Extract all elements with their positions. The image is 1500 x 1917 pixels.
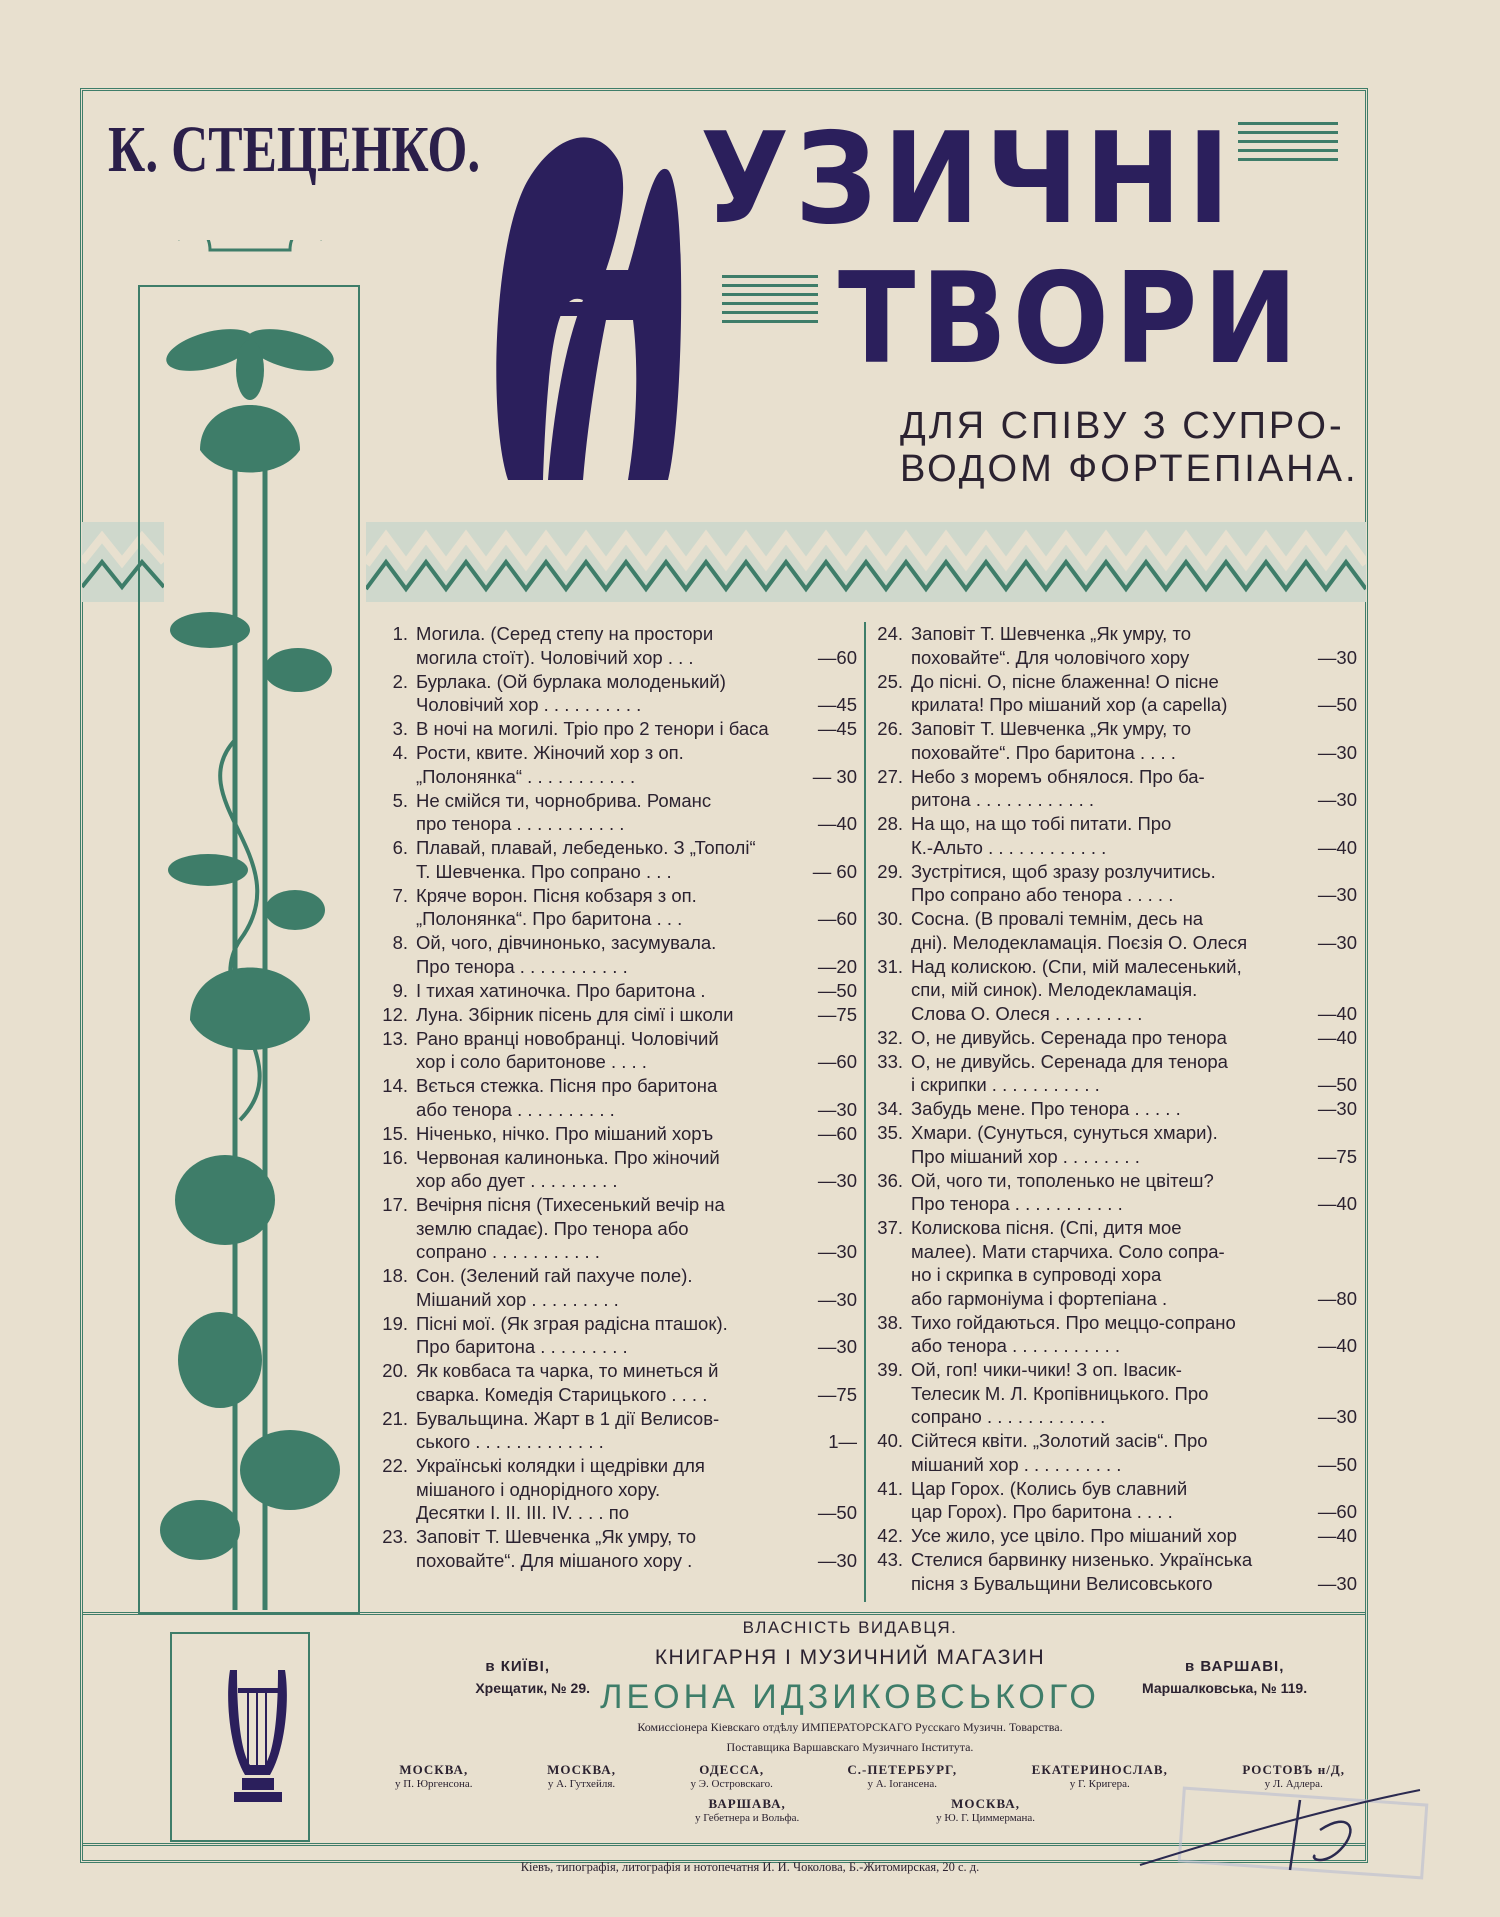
toc-title-line: Бурлака. (Ой бурлака молоденький) (416, 670, 726, 692)
toc-entry (377, 670, 857, 717)
toc-entry (377, 1074, 857, 1121)
toc-title-line: Над колискою. (Спи, мій малесенький, (911, 955, 1242, 977)
toc-price: —40 (1317, 836, 1357, 858)
toc-title-line: ритона . . . . . . . . . . . . (911, 789, 1095, 810)
toc-entry (377, 1359, 857, 1406)
toc-number: 38. (877, 1311, 903, 1333)
toc-number: 29. (877, 860, 903, 882)
agent-entry (936, 1796, 1035, 1824)
toc-number: 23. (382, 1526, 408, 1547)
toc-number: 4. (392, 742, 408, 763)
agent-name: у А. Гутхейля. (547, 1778, 616, 1790)
toc-title-line: Заповіт Т. Шевченка „Як умру, то (911, 623, 1191, 644)
toc-number: 20. (382, 1360, 408, 1381)
toc-number: 8. (392, 932, 408, 953)
toc-title-line: Небо з моремъ обнялося. Про ба- (911, 765, 1205, 787)
toc-title-line: Не смійся ти, чорнобрива. Романс (416, 789, 712, 811)
toc-entry (872, 622, 1357, 669)
toc-price: —60 (1317, 1501, 1357, 1522)
toc-entry (872, 1548, 1357, 1595)
toc-price: —80 (1317, 1287, 1357, 1309)
toc-price: —30 (1317, 741, 1357, 763)
toc-price: —30 (817, 1170, 857, 1191)
lyre-icon (220, 1660, 295, 1810)
toc-number: 3. (392, 718, 408, 739)
agent-city: МОСКВА, (951, 1796, 1020, 1811)
agent-name: у П. Юргенсона. (395, 1778, 473, 1790)
toc-title-line: Цар Горох. (Колись був славний (911, 1477, 1188, 1499)
toc-title-line: Колискова пісня. (Спі, дитя мое (911, 1217, 1182, 1238)
toc-entry (872, 670, 1357, 717)
toc-price: —30 (817, 1241, 857, 1262)
toc-title-line: Десятки І. ІІ. ІІІ. IV. . . . по (416, 1502, 630, 1523)
toc-price: —30 (1317, 1098, 1357, 1119)
toc-title-line: про тенора . . . . . . . . . . . (416, 813, 625, 834)
agent-city: МОСКВА, (547, 1762, 616, 1777)
floral-ornament (140, 240, 360, 1630)
agent-entry (691, 1762, 773, 1790)
toc-number: 35. (877, 1122, 903, 1143)
toc-number: 17. (382, 1194, 408, 1215)
publisher-name: ЛЕОНА ИДЗИКОВСЬКОГО (600, 1678, 1100, 1716)
toc-price: —60 (817, 908, 857, 929)
toc-number: 16. (382, 1146, 408, 1168)
toc-title-line: Бувальщина. Жарт в 1 дії Велисов- (416, 1407, 720, 1429)
toc-title-line: малее). Мати старчиха. Соло сопра- (911, 1240, 1225, 1262)
toc-number: 43. (877, 1549, 903, 1570)
toc-entry (377, 1027, 857, 1074)
toc-title-line: На що, на що тобі питати. Про (911, 813, 1172, 834)
shop-label: КНИГАРНЯ І МУЗИЧНИЙ МАГАЗИН (654, 1646, 1046, 1669)
toc-title-line: В ночі на могилі. Тріо про 2 тенори і баса (416, 718, 769, 739)
toc-title-line: або тенора . . . . . . . . . . (416, 1098, 615, 1120)
toc-entry (377, 1454, 857, 1525)
toc-title-line: До пісні. О, пісне блаженна! О пісне (911, 670, 1219, 692)
toc-title-line: хор або дует . . . . . . . . . (416, 1170, 618, 1191)
toc-number: 41. (877, 1477, 903, 1499)
toc-number: 32. (877, 1026, 903, 1048)
toc-title-line: спи, мій синок). Мелодекламація. (911, 979, 1198, 1000)
toc-title-line: ського . . . . . . . . . . . . . (416, 1431, 604, 1452)
printer-imprint: Кіевъ, типографія, литографія и нотопечатня И. И. Чоколова, Б.-Житомирская, 20 с. д. (520, 1860, 980, 1874)
toc-price: —50 (1317, 694, 1357, 715)
toc-entry (377, 717, 857, 741)
agent-name: у Ю. Г. Циммермана. (936, 1812, 1035, 1824)
zigzag-band-right (366, 522, 1366, 602)
toc-price: —30 (1317, 884, 1357, 905)
toc-entry (377, 836, 857, 883)
toc-price: —20 (817, 955, 857, 977)
toc-title-line: Ніченько, нічко. Про мішаний хоръ (416, 1122, 714, 1144)
agent-entry (547, 1762, 616, 1790)
warsaw-address: Маршалковська, № 119. (1142, 1680, 1308, 1696)
toc-entry (872, 1216, 1357, 1310)
kyiv-city: в КИЇВІ, (485, 1658, 550, 1675)
toc-number: 5. (392, 789, 408, 811)
toc-title-line: О, не дивуйсь. Серенада про тенора (911, 1026, 1227, 1048)
toc-title-line: Сосна. (В провалі темнім, десь на (911, 908, 1204, 929)
toc-title-line: сопрано . . . . . . . . . . . . (911, 1406, 1106, 1427)
toc-number: 9. (392, 979, 408, 1001)
handwritten-signature (1120, 1770, 1440, 1880)
toc-price: —30 (817, 1288, 857, 1310)
agent-entry (847, 1762, 957, 1790)
toc-price: —40 (1317, 1002, 1357, 1024)
toc-title-line: або тенора . . . . . . . . . . . (911, 1335, 1121, 1356)
toc-number: 18. (382, 1265, 408, 1286)
agent-name: у Гебетнера и Вольфа. (695, 1812, 800, 1824)
agent-city: ВАРШАВА, (708, 1796, 786, 1811)
toc-entry (872, 1169, 1357, 1216)
toc-number: 24. (877, 623, 903, 644)
leaf-icons (160, 612, 340, 1560)
toc-entry (377, 741, 857, 788)
toc-entry (872, 1311, 1357, 1358)
toc-title-line: хор і соло баритонове . . . . (416, 1051, 647, 1072)
toc-title-line: Стелися барвинку низенько. Українська (911, 1549, 1253, 1570)
toc-title-line: дні). Мелодекламація. Поєзія О. Олеся (911, 931, 1248, 953)
toc-entry (377, 622, 857, 669)
toc-entry (377, 1193, 857, 1264)
agent-name: у А. Іогансена. (867, 1778, 938, 1790)
toc-title-line: Мішаний хор . . . . . . . . . (416, 1288, 619, 1310)
toc-price: —30 (1317, 931, 1357, 953)
toc-price: —50 (1317, 1453, 1357, 1475)
toc-entry (872, 907, 1357, 954)
toc-entry (872, 1050, 1357, 1097)
toc-price: 1— (828, 1431, 857, 1452)
toc-title-line: Про баритона . . . . . . . . . (416, 1336, 628, 1357)
agent-city: С.-ПЕТЕРБУРГ, (847, 1762, 958, 1777)
toc-price: —60 (817, 1051, 857, 1072)
toc-title-line: Вечірня пісня (Тихесенький вечір на (416, 1194, 725, 1215)
ownership-note: ВЛАСНІСТЬ ВИДАВЦЯ. (742, 1618, 958, 1637)
agent-city: ОДЕССА, (699, 1762, 765, 1777)
author-name: К. СТЕЦЕНКО. (108, 113, 481, 186)
toc-number: 37. (877, 1217, 903, 1238)
toc-title-line: землю спадає). Про тенора або (416, 1217, 689, 1239)
toc-title-line: цар Горох). Про баритона . . . . (911, 1501, 1173, 1522)
toc-title-line: Слова О. Олеся . . . . . . . . . (911, 1002, 1143, 1024)
toc-title-line: Усе жило, усе цвіло. Про мішаний хор (911, 1525, 1237, 1546)
toc-price: — 60 (812, 860, 857, 882)
toc-title-line: крилата! Про мішаний хор (a capella) (911, 694, 1228, 715)
toc-title-line: Червоная калинонька. Про жіночий (416, 1146, 720, 1168)
toc-entry (872, 955, 1357, 1026)
toc-number: 30. (877, 908, 903, 929)
toc-title-line: Рано вранці новобранці. Чоловічий (416, 1027, 719, 1049)
toc-number: 33. (877, 1050, 903, 1072)
toc-entry (872, 1026, 1357, 1050)
agent-name: у Л. Адлера. (1264, 1778, 1323, 1790)
toc-title-line: Телесик М. Л. Кропівницького. Про (911, 1382, 1209, 1404)
toc-title-line: Сон. (Зелений гай пахуче поле). (416, 1265, 693, 1286)
toc-title-line: Сійтеся квіти. „Золотий засів“. Про (911, 1430, 1208, 1451)
toc-price: —75 (817, 1383, 857, 1405)
toc-title-line: Луна. Збірник пісень для сімї і школи (416, 1003, 734, 1025)
toc-entry (872, 765, 1357, 812)
toc-title-line: і скрипки . . . . . . . . . . . (911, 1074, 1100, 1095)
toc-entry (872, 1097, 1357, 1121)
toc-title-line: О, не дивуйсь. Серенада для тенора (911, 1050, 1228, 1072)
toc-price: —50 (817, 1502, 857, 1523)
toc-price: — 30 (812, 765, 857, 787)
toc-entry (377, 1312, 857, 1359)
toc-entry (872, 1358, 1357, 1429)
title-line-1: УЗИЧНІ (700, 105, 1236, 252)
toc-price: —40 (1317, 1335, 1357, 1356)
agent-city: ЕКАТЕРИНОСЛАВ, (1031, 1762, 1168, 1777)
toc-title-line: могила стоїт). Чоловічий хор . . . (416, 646, 694, 668)
toc-entry (872, 1429, 1357, 1476)
toc-title-line: Т. Шевченка. Про сопрано . . . (416, 860, 672, 882)
toc-entry (377, 1525, 857, 1572)
toc-title-line: І тихая хатиночка. Про баритона . (416, 979, 706, 1001)
toc-title-line: Про тенора . . . . . . . . . . . (911, 1193, 1123, 1214)
toc-price: —40 (1317, 1026, 1357, 1048)
toc-entry (872, 1121, 1357, 1168)
toc-price: —45 (817, 718, 857, 739)
publisher-supplier: Поставщика Варшавскаго Музичнаго Інститута. (726, 1740, 974, 1754)
agent-city: РОСТОВЪ н/Д, (1242, 1762, 1345, 1777)
toc-price: —30 (1317, 1572, 1357, 1594)
toc-title-line: но і скрипка в супроводі хора (911, 1264, 1162, 1285)
toc-number: 42. (877, 1525, 903, 1546)
toc-number: 31. (877, 955, 903, 977)
decorative-rules-left (722, 275, 818, 329)
insect-icon (162, 321, 338, 400)
toc-title-line: Вється стежка. Пісня про баритона (416, 1075, 718, 1096)
toc-title-line: поховайте“. Про баритона . . . . (911, 741, 1176, 763)
toc-title-line: Як ковбаса та чарка, то минеться й (416, 1360, 719, 1381)
toc-title-line: сопрано . . . . . . . . . . . (416, 1241, 600, 1262)
toc-price: —30 (817, 1336, 857, 1357)
toc-price: —75 (817, 1003, 857, 1025)
toc-number: 40. (877, 1430, 903, 1451)
toc-title-line: „Полонянка“. Про баритона . . . (416, 908, 683, 929)
contents-list-left (377, 622, 857, 1573)
toc-price: —60 (817, 1122, 857, 1144)
kyiv-address: Хрещатик, № 29. (475, 1680, 590, 1696)
publisher-commission: Комиссіонера Кіевскаго отдѣлу ИМПЕРАТОРСКАГО Русскаго Музичн. Товарства. (637, 1720, 1063, 1734)
toc-entry (377, 1003, 857, 1027)
subtitle-line-2: ВОДОМ ФОРТЕПІАНА. (900, 448, 1359, 490)
contents-list-right (872, 622, 1357, 1596)
warsaw-city: в ВАРШАВІ, (1185, 1658, 1285, 1675)
toc-price: —30 (1317, 646, 1357, 668)
toc-number: 15. (382, 1122, 408, 1144)
toc-price: —40 (817, 813, 857, 834)
toc-number: 14. (382, 1075, 408, 1096)
subtitle-line-1: ДЛЯ СПІВУ З СУПРО- (900, 405, 1345, 447)
toc-number: 25. (877, 670, 903, 692)
toc-price: —75 (1317, 1145, 1357, 1167)
toc-price: —40 (1317, 1193, 1357, 1214)
toc-number: 19. (382, 1312, 408, 1334)
toc-title-line: Хмари. (Сунуться, сунуться хмари). (911, 1122, 1218, 1143)
toc-number: 22. (382, 1455, 408, 1476)
toc-title-line: або гармоніума і фортепіана . (911, 1287, 1168, 1309)
agents-row-2 (695, 1796, 1035, 1824)
toc-title-line: Про сопрано або тенора . . . . . (911, 884, 1174, 905)
toc-entry (872, 1524, 1357, 1548)
toc-title-line: К.-Альто . . . . . . . . . . . . (911, 836, 1107, 858)
toc-title-line: Чоловічий хор . . . . . . . . . . (416, 694, 642, 715)
toc-title-line: поховайте“. Для чоловічого хору (911, 646, 1190, 668)
toc-title-line: „Полонянка“ . . . . . . . . . . . (416, 765, 636, 787)
toc-number: 26. (877, 718, 903, 739)
toc-number: 34. (877, 1098, 903, 1119)
toc-title-line: Заповіт Т. Шевченка „Як умру, то (911, 718, 1191, 739)
toc-number: 27. (877, 765, 903, 787)
toc-number: 39. (877, 1359, 903, 1380)
toc-price: —40 (1317, 1525, 1357, 1546)
toc-title-line: мішаного і однорідного хору. (416, 1478, 661, 1500)
agent-name: у Э. Островскаго. (690, 1778, 773, 1790)
toc-title-line: Ой, чого ти, тополенько не цвітеш? (911, 1169, 1214, 1191)
divider-line (82, 1612, 1366, 1615)
toc-price: —30 (817, 1549, 857, 1571)
toc-entry (872, 860, 1357, 907)
toc-title-line: Забудь мене. Про тенора . . . . . (911, 1098, 1181, 1119)
toc-title-line: Ой, гоп! чики-чики! З оп. Івасик- (911, 1359, 1182, 1380)
toc-entry (377, 1264, 857, 1311)
toc-entry (377, 1407, 857, 1454)
toc-number: 2. (392, 670, 408, 692)
toc-entry (377, 789, 857, 836)
toc-title-line: Пісні мої. (Як зграя радісна пташок). (416, 1312, 728, 1334)
toc-title-line: Могила. (Серед степу на простори (416, 623, 714, 644)
toc-number: 7. (392, 884, 408, 906)
title-line-2: ТВОРИ (838, 245, 1304, 392)
decorative-initial-m (488, 120, 683, 490)
toc-title-line: сварка. Комедія Старицького . . . . (416, 1383, 708, 1405)
toc-entry (377, 1146, 857, 1193)
agent-name: у Г. Кригера. (1069, 1778, 1130, 1790)
toc-title-line: Тихо гойдаються. Про меццо-сопрано (911, 1311, 1236, 1333)
toc-title-line: Плавай, плавай, лебеденько. З „Тополі“ (416, 837, 756, 858)
toc-title-line: Українські колядки і щедрівки для (416, 1455, 705, 1476)
toc-price: —45 (817, 694, 857, 715)
toc-number: 28. (877, 813, 903, 834)
toc-entry (377, 931, 857, 978)
agent-entry (695, 1796, 799, 1824)
toc-title-line: Ой, чого, дівчинонько, засумувала. (416, 932, 717, 953)
toc-price: —60 (817, 646, 857, 668)
toc-entry (872, 812, 1357, 859)
toc-price: —50 (1317, 1074, 1357, 1095)
toc-number: 21. (382, 1407, 408, 1429)
toc-entry (377, 884, 857, 931)
lotus-flower-icon (190, 405, 310, 1050)
toc-number: 6. (392, 837, 408, 858)
toc-title-line: Зустрітися, щоб зразу розлучитись. (911, 860, 1216, 882)
toc-title-line: Кряче ворон. Пісня кобзаря з оп. (416, 884, 697, 906)
toc-price: —30 (817, 1098, 857, 1120)
toc-title-line: Про мішаний хор . . . . . . . . (911, 1145, 1140, 1167)
agent-entry (395, 1762, 473, 1790)
toc-price: —50 (817, 979, 857, 1001)
toc-entry (377, 979, 857, 1003)
decorative-rules-right (1238, 122, 1338, 167)
toc-title-line: Заповіт Т. Шевченка „Як умру, то (416, 1526, 696, 1547)
toc-number: 13. (382, 1027, 408, 1049)
toc-number: 12. (382, 1003, 408, 1025)
toc-title-line: Про тенора . . . . . . . . . . . (416, 955, 628, 977)
agent-city: МОСКВА, (399, 1762, 469, 1777)
column-divider (864, 622, 866, 1602)
toc-title-line: Рости, квите. Жіночий хор з оп. (416, 742, 684, 763)
toc-price: —30 (1317, 789, 1357, 810)
toc-entry (872, 717, 1357, 764)
toc-entry (377, 1122, 857, 1146)
toc-number: 1. (392, 623, 408, 644)
toc-price: —30 (1317, 1406, 1357, 1427)
toc-entry (872, 1477, 1357, 1524)
toc-title-line: мішаний хор . . . . . . . . . . (911, 1453, 1122, 1475)
toc-title-line: пісня з Бувальщини Велисовського (911, 1572, 1213, 1594)
toc-title-line: поховайте“. Для мішаного хору . (416, 1549, 693, 1571)
toc-number: 36. (877, 1169, 903, 1191)
